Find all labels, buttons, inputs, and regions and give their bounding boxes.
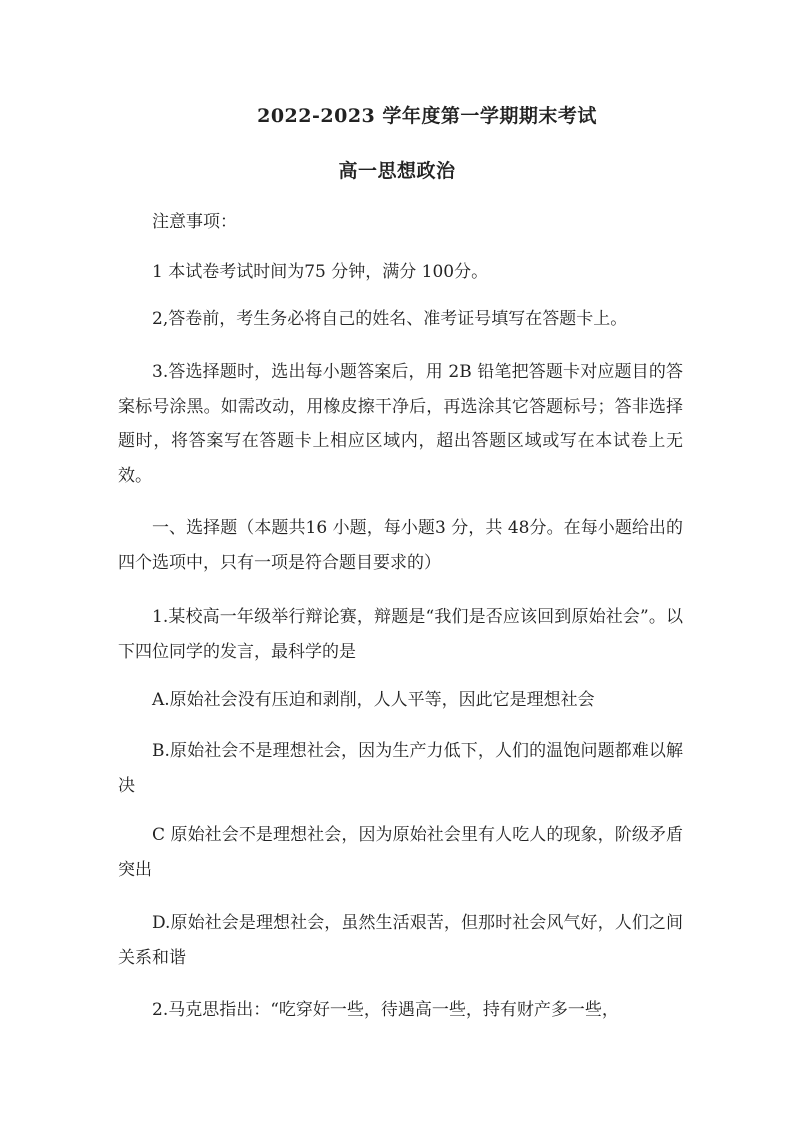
question-1-stem: 1.某校高一年级举行辩论赛，辩题是“我们是否应该回到原始社会”。以下四位同学的发言，最科学的是 [118, 607, 683, 662]
question-1-option-c: C 原始社会不是理想社会，因为原始社会里有人吃人的现象，阶级矛盾突出 [118, 825, 683, 880]
section-heading: 一、选择题（本题共16 小题，每小题3 分，共 48分。在每小题给出的四个选项中，只有一项是符合题目要求的） [118, 518, 683, 573]
question-1-option-d: D.原始社会是理想社会，虽然生活艰苦，但那时社会风气好，人们之间关系和谐 [118, 913, 683, 968]
notice-item-1: 1 本试卷考试时间为75 分钟，满分 100分。 [152, 262, 489, 282]
question-1-option-b: B.原始社会不是理想社会，因为生产力低下，人们的温饱问题都难以解决 [118, 741, 683, 796]
exam-title: 2022-2023 学年度第一学期期末考试 [257, 105, 597, 127]
question-1-option-a: A.原始社会没有压迫和剥削，人人平等，因此它是理想社会 [152, 690, 595, 710]
question-2-stem: 2.马克思指出：“吃穿好一些，待遇高一些，持有财产多一些， [152, 1000, 619, 1020]
exam-subject: 高一思想政治 [338, 160, 456, 182]
notice-item-3: 3.答选择题时，选出每小题答案后，用 2B 铅笔把答题卡对应题目的答案标号涂黑。如需改动，用橡皮擦干净后，再选涂其它答题标号；答非选择题时，将答案写在答题卡上相应区域内，超出答题区域或写在本试卷上无效。 [118, 362, 683, 486]
notice-item-2: 2,答卷前，考生务必将自己的姓名、准考证号填写在答题卡上。 [152, 309, 628, 329]
notice-heading: 注意事项： [152, 212, 237, 232]
